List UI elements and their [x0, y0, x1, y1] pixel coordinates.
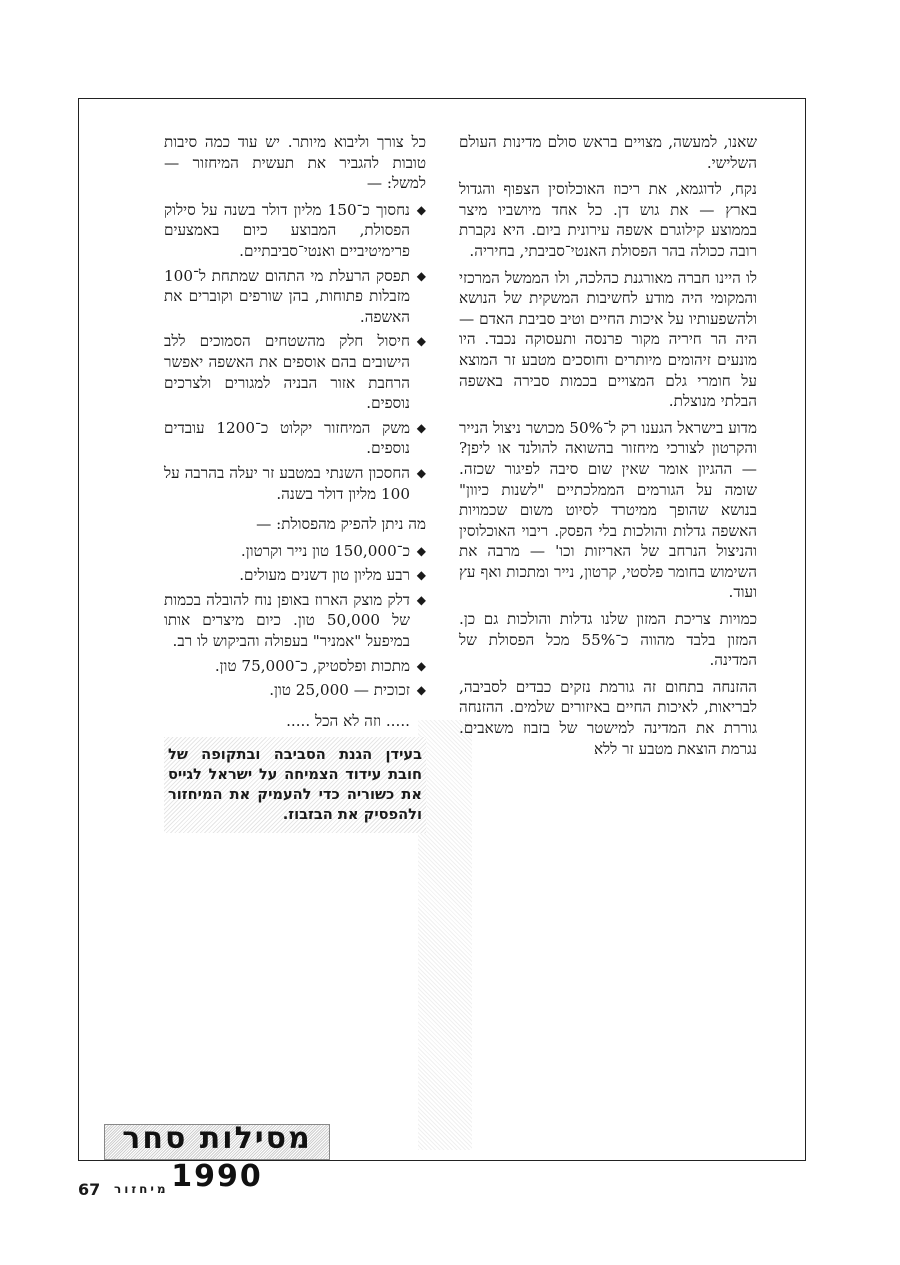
running-head: מיחזור [114, 1182, 169, 1196]
halftone-texture [418, 720, 472, 1150]
diamond-bullet-icon: ◆ [416, 334, 426, 349]
diamond-bullet-icon: ◆ [416, 658, 426, 673]
list-item: ◆ משק המיחזור יקלוט כ־1200 עובדים נוספים. [164, 418, 426, 458]
highlight-box: בעידן הגנת הסביבה ובתקופה של חובת עידוד הצמיחה על ישראל לגייס את כשוריה כדי להעמיק את המיחזור ולהפסיק את הבזבוז. [164, 737, 426, 833]
diamond-bullet-icon: ◆ [416, 592, 426, 607]
diamond-bullet-icon: ◆ [416, 420, 426, 435]
list-item: ◆ תפסק הרעלת מי התהום שמתחת ל־100 מזבלות פתוחות, בהן שורפים וקוברים את האשפה. [164, 266, 426, 326]
list-item: ◆ רבע מליון טון דשנים מעולים. [239, 566, 426, 585]
diamond-bullet-icon: ◆ [416, 202, 426, 217]
paragraph: שאנו, למעשה, מצויים בראש סולם מדינות העולם השלישי. [459, 133, 757, 172]
paragraph: מדוע בישראל הגענו רק ל־50% מכושר ניצול הנייר והקרטון לצורכי מיחזור בהשואה להולנד או ליפן? — ההגיון אומר שאין שום סיבה לפיגור שכזה. שומה על הגורמים הממלכתיים "לשנות כיוון" בנושא שהופך ממיטרד לסיוט משום שכמויות האשפה גדלות והולכות בלי הפסק. ריבוי האוכלוסין והניצול הנרחב של האריזות וכו' — מרבה את השימוש בחומר פלסטי, קרטון, נייר ומתכות ואף עץ ועוד. [459, 418, 757, 602]
list-subheading: מה ניתן להפיק מהפסולת: — [256, 515, 426, 534]
diamond-bullet-icon: ◆ [416, 543, 426, 558]
article-column-right [459, 132, 757, 765]
paragraph: ההזנחה בתחום זה גורמת נזקים כבדים לסביבה, לבריאות, לאיכות החיים באיזורים שלמים. ההזנחה גוררת את המדינה למישטר של בזבוז משאבים. נגרמת הוצאת מטבע זר ללא [459, 677, 757, 758]
benefits-list [164, 200, 426, 504]
paragraph: כל צורך וליבוא מיותר. יש עוד כמה סיבות טובות להגביר את תעשית המיחזור — למשל: — [164, 133, 426, 193]
diamond-bullet-icon: ◆ [416, 465, 426, 480]
list-item: ◆ דלק מוצק הארוז באופן נוח להובלה בכמות של 50,000 טון. כיום מיצרים אותו במיפעל "אמניר" בעפולה והביקוש לו רב. [164, 590, 426, 651]
closing-line: ..... וזה לא הכל ..... [286, 711, 410, 730]
list-item: ◆ כ־150,000 טון נייר וקרטון. [240, 541, 426, 560]
list-item: ◆ החסכון השנתי במטבע זר יעלה בהרבה על 100 מליון דולר בשנה. [164, 463, 426, 503]
paragraph: נקח, לדוגמא, את ריכוז האוכלוסין הצפוף והגדול בארץ — את גוש דן. כל אחד מיושביו מיצר בממוצע קילוגרם אשפה עירונית ביום. היא נקברת רובה ככולה בהר הפסולת האנטי־סביבתי, בחיריה. [459, 180, 757, 260]
article-column-left [164, 132, 426, 833]
diamond-bullet-icon: ◆ [416, 568, 426, 583]
brand-logo-text: מסילות סחר 1990 [122, 1121, 312, 1194]
list-item: ◆ מתכות ופלסטיק, כ־75,000 טון. [214, 656, 426, 675]
list-item: ◆ חיסול חלק מהשטחים הסמוכים ללב הישובים בהם אוספים את האשפה יאפשר הרחבת אזור הבניה למגורים ולצרכים נוספים. [164, 332, 426, 413]
list-item: ◆ זכוכית — 25,000 טון. [269, 681, 426, 700]
yield-list [164, 541, 426, 701]
list-item: ◆ נחסוך כ־150 מליון דולר בשנה על סילוק הפסולת, המבוצע כיום באמצעים פרימיטיביים ואנטי־סביבתיים. [164, 200, 426, 260]
paragraph: כמויות צריכת המזון שלנו גדלות והולכות גם כן. המזון בלבד מהווה כ־55% מכל הפסולת של המדינה. [459, 610, 757, 670]
paragraph: לו היינו חברה מאורגנת כהלכה, ולו הממשל המרכזי והמקומי היה מודע לחשיבות המשקית של הנושא ולהשפעותיו על איכות החיים וטיב סביבת האדם — היה הר חיריה מקור פרנסה ותעסוקה נכבד. היו מונעים זיהומים מיותרים וחוסכים מטבע זר המוצא על חומרי גלם המצויים בכמות סבירה באשפה הבלתי מנוצלת. [459, 268, 757, 411]
diamond-bullet-icon: ◆ [416, 268, 426, 283]
diamond-bullet-icon: ◆ [416, 683, 426, 698]
page-number: 67 [78, 1180, 101, 1199]
